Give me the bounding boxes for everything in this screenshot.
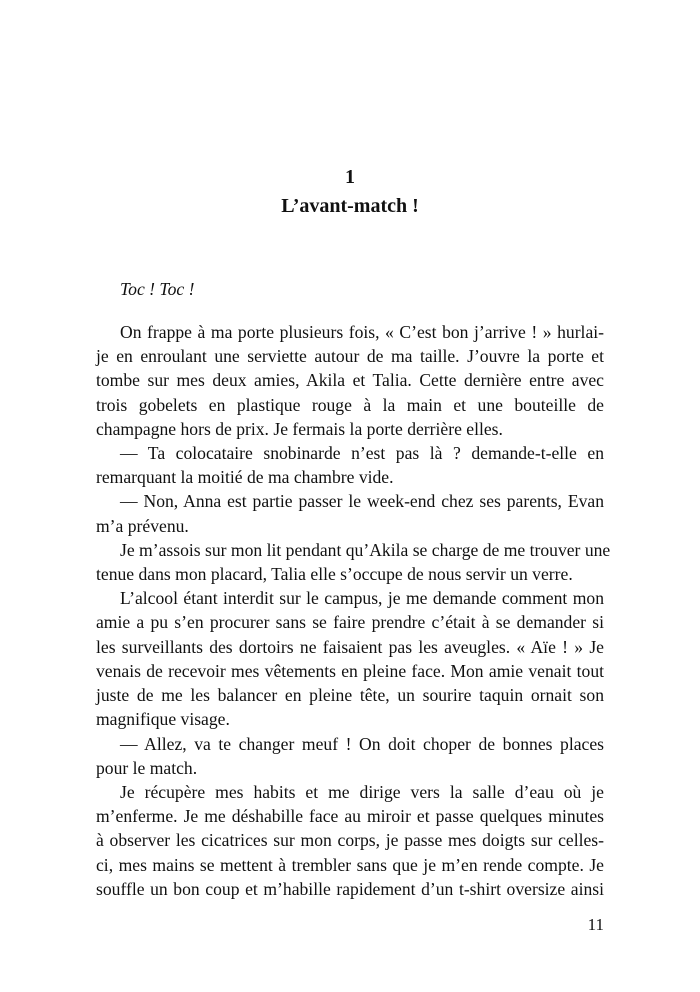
text-line: — Allez, va te changer meuf ! On doit choper de bonnes places [120,734,604,754]
text-line: ci, mes mains se mettent à trembler sans que je m’en rende compte. Je [96,855,604,875]
text-line: trois gobelets en plastique rouge à la main et une bouteille de [96,395,604,415]
text-line: souffle un bon coup et m’habille rapidement d’un t-shirt oversize ainsi [96,879,604,899]
text-line: tenue dans mon placard, Talia elle s’occupe de nous servir un verre. [96,564,573,584]
text-line: Je récupère mes habits et me dirige vers la salle d’eau où je [120,782,604,802]
chapter-title: L’avant-match ! [281,195,419,217]
text-line: — Ta colocataire snobinarde n’est pas là ? demande-t-elle en [120,443,604,463]
text-line: tombe sur mes deux amies, Akila et Talia. Cette dernière entre avec [96,370,604,390]
text-line: pour le match. [96,758,198,778]
text-line: je en enroulant une serviette autour de ma taille. J’ouvre la porte et [96,346,604,366]
text-line: remarquant la moitié de ma chambre vide. [96,467,394,487]
page-number: 11 [587,915,604,934]
text-line: les surveillants des dortoirs ne faisaient pas les aveugles. « Aïe ! » Je [96,637,604,657]
text-line: m’enferme. Je me déshabille face au miroir et passe quelques minutes [96,806,604,826]
text-line: magnifique visage. [96,709,230,729]
text-line: Je m’assois sur mon lit pendant qu’Akila se charge de me trouver une [120,540,611,560]
chapter-number: 1 [345,166,355,188]
text-line: Toc ! Toc ! [120,279,195,299]
text-line: champagne hors de prix. Je fermais la porte derrière elles. [96,419,503,439]
text-line: L’alcool étant interdit sur le campus, je me demande comment mon [120,588,604,608]
text-line: amie a pu s’en procurer sans se faire prendre c’était à se demander si [96,612,604,632]
text-line: On frappe à ma porte plusieurs fois, « C’est bon j’arrive ! » hurlai- [120,322,604,342]
text-line: — Non, Anna est partie passer le week-end chez ses parents, Evan [120,491,604,511]
text-line: venais de recevoir mes vêtements en pleine face. Mon amie venait tout [96,661,604,681]
text-line: à observer les cicatrices sur mon corps, je passe mes doigts sur celles- [96,830,604,850]
text-line: m’a prévenu. [96,516,189,536]
text-line: juste de me les balancer en pleine tête, un sourire taquin ornait son [96,685,604,705]
